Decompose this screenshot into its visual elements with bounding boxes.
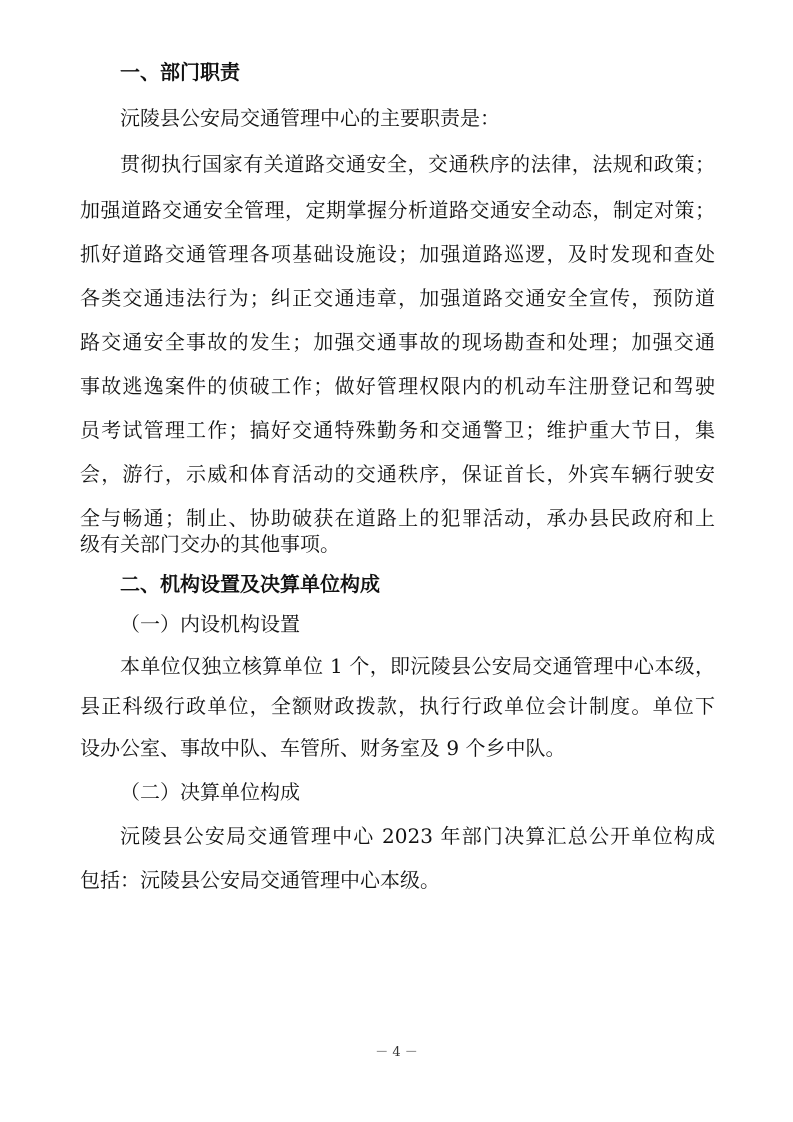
section1-line-10: 级有关部门交办的其他事项。 <box>80 532 340 556</box>
section1-heading: 一、部门职责 <box>120 60 240 84</box>
subsection2-line-1: 沅陵县公安局交通管理中心 2023 年部门决算汇总公开单位构成 <box>120 824 715 848</box>
subsection1-line-2: 县正科级行政单位，全额财政拨款，执行行政单位会计制度。单位下 <box>80 694 715 718</box>
section1-line-5: 路交通安全事故的发生；加强交通事故的现场勘查和处理；加强交通 <box>80 330 715 354</box>
page-number: － 4 － <box>375 1045 418 1060</box>
section1-line-3: 抓好道路交通管理各项基础设施设；加强道路巡逻，及时发现和查处 <box>80 242 715 266</box>
section1-intro: 沅陵县公安局交通管理中心的主要职责是： <box>120 106 500 130</box>
section2-heading: 二、机构设置及决算单位构成 <box>120 572 380 596</box>
subsection1-line-3: 设办公室、事故中队、车管所、财务室及 9 个乡中队。 <box>80 736 566 760</box>
section1-line-7: 员考试管理工作；搞好交通特殊勤务和交通警卫；维护重大节日，集 <box>80 418 715 442</box>
section1-line-1: 贯彻执行国家有关道路交通安全，交通秩序的法律，法规和政策； <box>120 152 715 176</box>
section1-line-6: 事故逃逸案件的侦破工作；做好管理权限内的机动车注册登记和驾驶 <box>80 374 715 398</box>
subsection1-heading: （一）内设机构设置 <box>120 612 300 636</box>
subsection2-line-2: 包括：沅陵县公安局交通管理中心本级。 <box>80 868 440 892</box>
section1-line-8: 会，游行，示威和体育活动的交通秩序，保证首长，外宾车辆行驶安 <box>80 462 715 486</box>
section1-line-2: 加强道路交通安全管理，定期掌握分析道路交通安全动态，制定对策； <box>80 198 715 222</box>
section1-line-9: 全与畅通；制止、协助破获在道路上的犯罪活动，承办县民政府和上 <box>80 506 715 530</box>
subsection2-heading: （二）决算单位构成 <box>120 780 300 804</box>
section1-line-4: 各类交通违法行为；纠正交通违章，加强道路交通安全宣传，预防道 <box>80 286 715 310</box>
subsection1-line-1: 本单位仅独立核算单位 1 个，即沅陵县公安局交通管理中心本级， <box>120 654 715 678</box>
